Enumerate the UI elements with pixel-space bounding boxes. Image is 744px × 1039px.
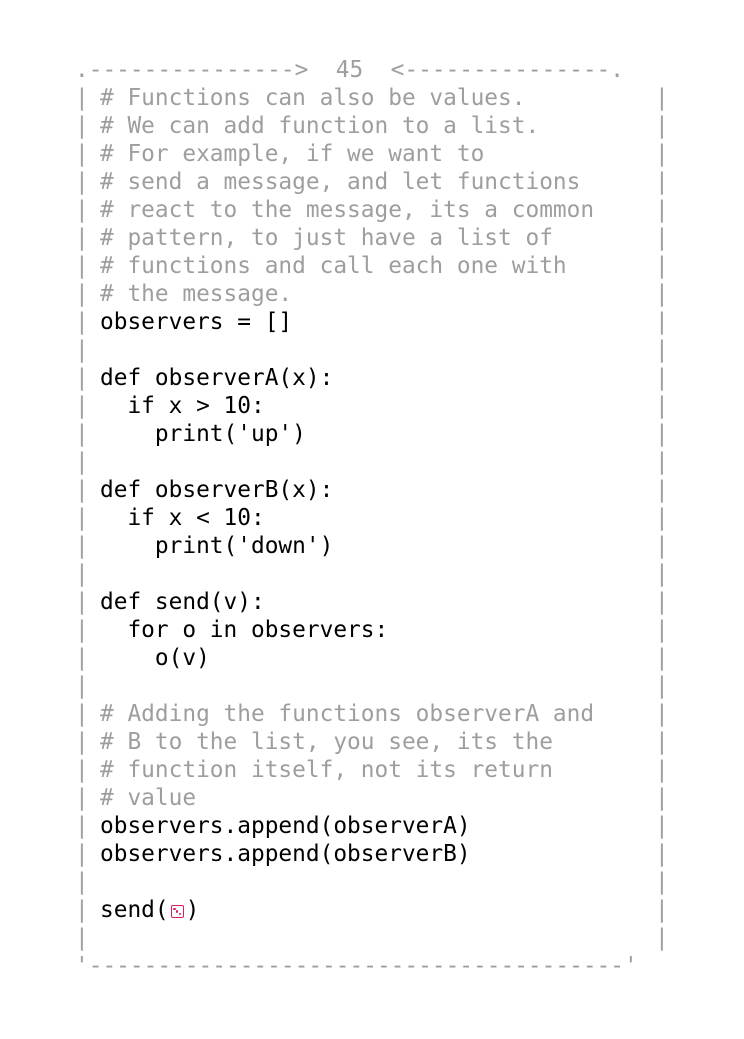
frame-right-bar: | [655, 785, 669, 811]
frame-right-bar: | [655, 897, 669, 923]
frame-left-bar: | [75, 253, 89, 279]
frame-right-bar: | [655, 477, 669, 503]
code-text [100, 616, 388, 644]
code-text [100, 308, 292, 336]
code-line [75, 224, 675, 252]
code-line [75, 168, 675, 196]
code-line [75, 588, 675, 616]
frame-left-bar: | [75, 505, 89, 531]
frame-right-bar: | [655, 925, 669, 951]
frame-left-bar: | [75, 897, 89, 923]
frame-left-bar: | [75, 869, 89, 895]
code-line [75, 784, 675, 812]
frame-right-bar: | [655, 253, 669, 279]
frame-left-bar: | [75, 337, 89, 363]
frame-left-bar: | [75, 477, 89, 503]
line-text: def observerA(x): [100, 365, 334, 391]
frame-right-bar: | [655, 813, 669, 839]
line-text: print('down') [100, 533, 334, 559]
code-line [75, 308, 675, 336]
frame-left-bar: | [75, 617, 89, 643]
line-text: # For example, if we want to [100, 141, 485, 167]
code-comment [100, 728, 553, 756]
code-line [75, 616, 675, 644]
line-text: # Functions can also be values. [100, 85, 526, 111]
line-text-suffix: ) [185, 897, 200, 923]
code-text [100, 392, 265, 420]
frame-right-bar: | [655, 141, 669, 167]
code-line [75, 84, 675, 112]
code-text [100, 588, 265, 616]
code-line [75, 420, 675, 448]
code-comment [100, 224, 553, 252]
line-text: # the message. [100, 281, 293, 307]
frame-left-bar: | [75, 169, 89, 195]
line-text: for o in observers: [100, 617, 389, 643]
line-text: print('up') [100, 421, 306, 447]
frame-left-bar: | [75, 281, 89, 307]
code-line [75, 364, 675, 392]
code-comment [100, 168, 580, 196]
frame-right-bar: | [655, 449, 669, 475]
code-listing [75, 84, 675, 952]
frame-right-bar: | [655, 841, 669, 867]
frame-left-bar: | [75, 785, 89, 811]
frame-left-bar: | [75, 225, 89, 251]
code-text [100, 532, 333, 560]
line-text: # pattern, to just have a list of [100, 225, 553, 251]
frame-left-bar: | [75, 85, 89, 111]
code-line [75, 700, 675, 728]
frame-right-bar: | [655, 645, 669, 671]
code-comment [100, 756, 553, 784]
frame-left-bar: | [75, 141, 89, 167]
code-line [75, 280, 675, 308]
frame-left-bar: | [75, 197, 89, 223]
frame-left-bar: | [75, 813, 89, 839]
frame-right-bar: | [655, 197, 669, 223]
code-line [75, 728, 675, 756]
frame-right-bar: | [655, 337, 669, 363]
frame-right-bar: | [655, 169, 669, 195]
frame-right-bar: | [655, 673, 669, 699]
frame-left-bar: | [75, 365, 89, 391]
frame-left-bar: | [75, 925, 89, 951]
line-text: if x < 10: [100, 505, 265, 531]
code-line [75, 448, 675, 476]
line-text: # functions and call each one with [100, 253, 567, 279]
frame-right-bar: | [655, 113, 669, 139]
frame-left-bar: | [75, 589, 89, 615]
line-text: # value [100, 785, 197, 811]
frame-right-bar: | [655, 225, 669, 251]
frame-right-bar: | [655, 365, 669, 391]
dice-icon [171, 905, 184, 918]
frame-right-bar: | [655, 617, 669, 643]
frame-right-bar: | [655, 421, 669, 447]
code-line [75, 504, 675, 532]
code-line [75, 112, 675, 140]
frame-right-bar: | [655, 869, 669, 895]
frame-right-bar: | [655, 281, 669, 307]
code-comment [100, 252, 567, 280]
code-line [75, 924, 675, 952]
code-line [75, 560, 675, 588]
frame-left-bar: | [75, 841, 89, 867]
card-top-border: .---------------> 45 <---------------. [75, 57, 624, 83]
line-text: # B to the list, you see, its the [100, 729, 553, 755]
line-text: observers.append(observerB) [100, 841, 471, 867]
frame-right-bar: | [655, 589, 669, 615]
line-text: observers.append(observerA) [100, 813, 471, 839]
code-comment [100, 280, 292, 308]
code-line [75, 896, 675, 924]
line-text: if x > 10: [100, 393, 265, 419]
line-text: observers = [] [100, 309, 293, 335]
code-line [75, 756, 675, 784]
frame-right-bar: | [655, 561, 669, 587]
line-text: # send a message, and let functions [100, 169, 581, 195]
frame-right-bar: | [655, 309, 669, 335]
frame-left-bar: | [75, 309, 89, 335]
code-line [75, 672, 675, 700]
frame-right-bar: | [655, 729, 669, 755]
frame-left-bar: | [75, 701, 89, 727]
line-text: def observerB(x): [100, 477, 334, 503]
frame-right-bar: | [655, 757, 669, 783]
code-text [100, 364, 333, 392]
code-comment [100, 140, 484, 168]
code-line [75, 812, 675, 840]
line-text: # react to the message, its a common [100, 197, 595, 223]
code-text [100, 644, 210, 672]
line-text: send( [100, 897, 169, 923]
frame-left-bar: | [75, 673, 89, 699]
code-comment [100, 784, 196, 812]
code-line [75, 868, 675, 896]
code-line [75, 196, 675, 224]
line-text: def send(v): [100, 589, 265, 615]
code-card [75, 56, 675, 980]
code-text [100, 896, 199, 924]
code-line [75, 840, 675, 868]
frame-left-bar: | [75, 421, 89, 447]
frame-left-bar: | [75, 393, 89, 419]
code-line [75, 532, 675, 560]
frame-right-bar: | [655, 505, 669, 531]
line-text: # function itself, not its return [100, 757, 553, 783]
line-text: # We can add function to a list. [100, 113, 540, 139]
frame-left-bar: | [75, 645, 89, 671]
code-text [100, 504, 265, 532]
frame-right-bar: | [655, 85, 669, 111]
code-text [100, 812, 471, 840]
code-comment [100, 700, 594, 728]
line-text: o(v) [100, 645, 210, 671]
frame-right-bar: | [655, 533, 669, 559]
frame-left-bar: | [75, 449, 89, 475]
card-bottom-border: '---------------------------------------' [75, 953, 638, 979]
code-comment [100, 112, 539, 140]
code-line [75, 644, 675, 672]
code-line [75, 252, 675, 280]
code-comment [100, 196, 594, 224]
frame-left-bar: | [75, 729, 89, 755]
frame-right-bar: | [655, 701, 669, 727]
frame-left-bar: | [75, 561, 89, 587]
code-line [75, 336, 675, 364]
code-line [75, 140, 675, 168]
code-text [100, 476, 333, 504]
frame-right-bar: | [655, 393, 669, 419]
code-text [100, 840, 471, 868]
code-comment [100, 84, 525, 112]
code-line [75, 476, 675, 504]
code-text [100, 420, 306, 448]
code-line [75, 392, 675, 420]
line-text: # Adding the functions observerA and [100, 701, 595, 727]
frame-left-bar: | [75, 757, 89, 783]
frame-left-bar: | [75, 533, 89, 559]
frame-left-bar: | [75, 113, 89, 139]
